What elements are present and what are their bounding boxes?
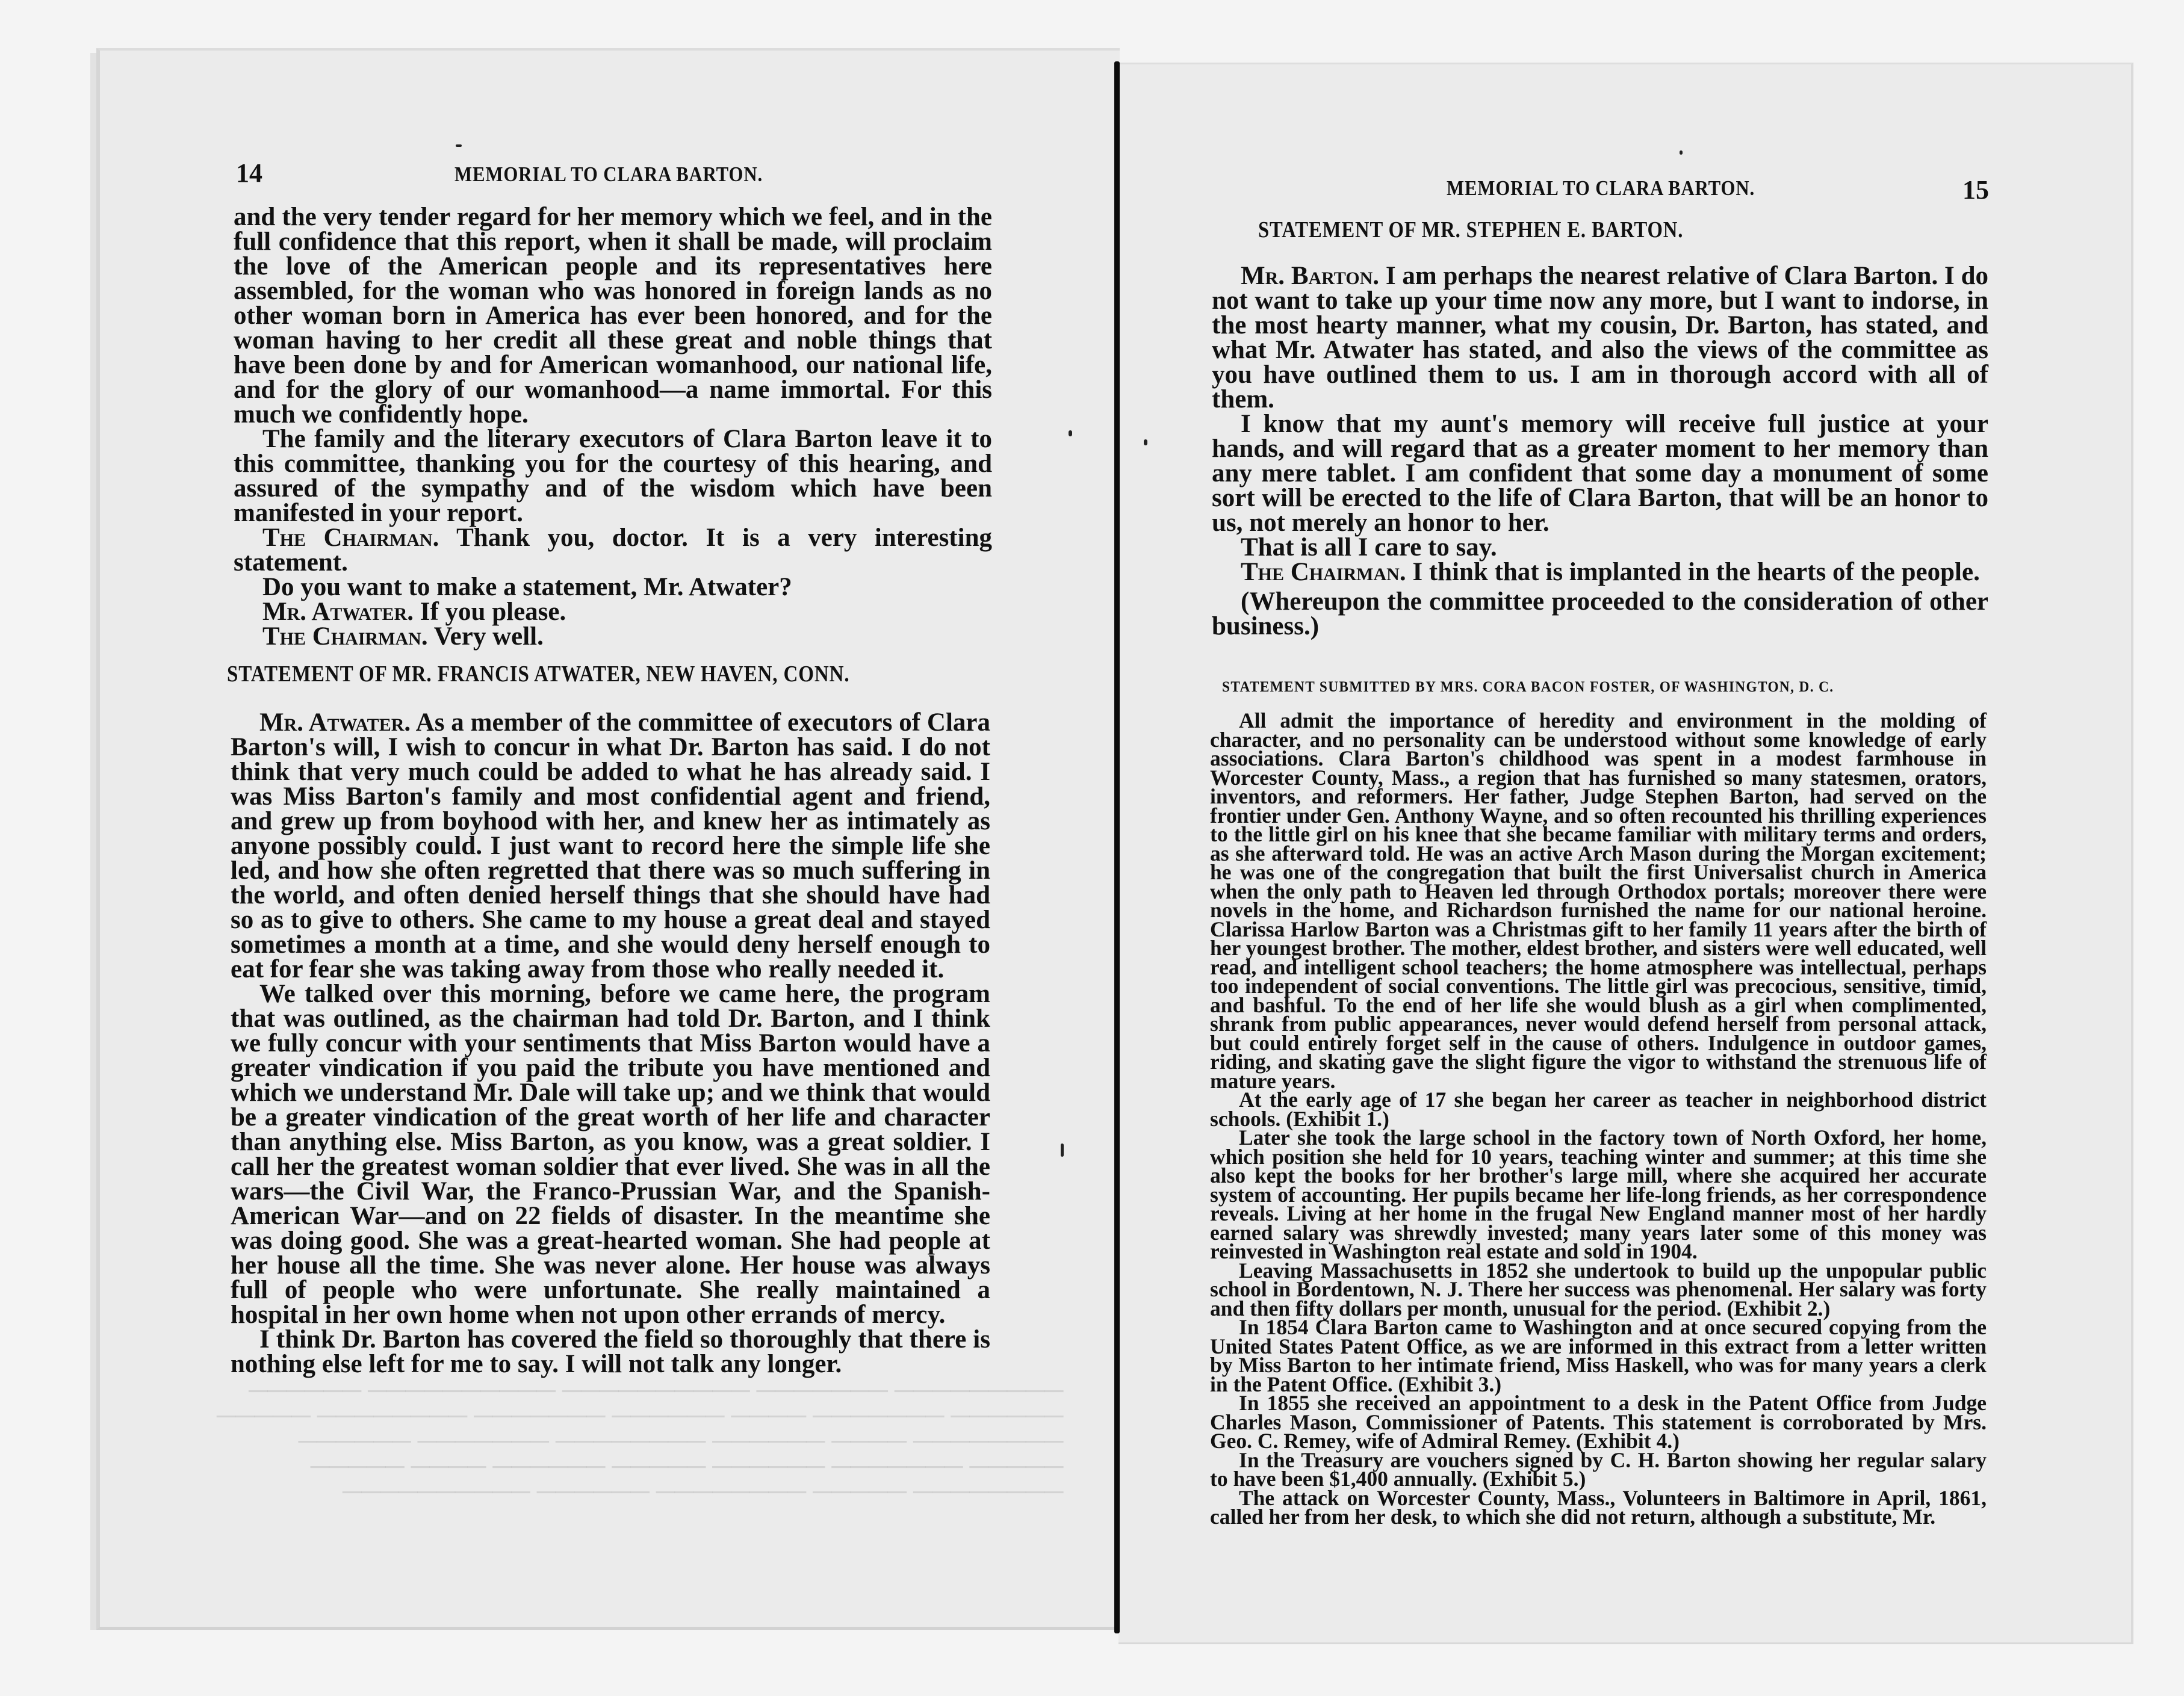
dialogue-line [234,525,992,575]
left-page-body [234,205,992,649]
speaker-label: Mr. Barton. [1241,262,1379,290]
statement-paragraph: All admit the importance of heredity and environment in the molding of character, and no personality can be understood without some knowledge of early associations. Clara Barton's childhood was spent in a modest farmhouse in Worcester County, Mass., a region that has furnished so many statesmen, orators, inventors, and reformers. Her father, Judge Stephen Barton, had served on the frontier under Gen. Anthony Wayne, and so often recounted his thrilling experiences to the little girl on his knee that she became familiar with military terms and orders, as she afterward told. He was an active Arch Mason during the Morgan excitement; he was one of the congregation that built the first Universalist church in America when the only path to Heaven led through Orthodox portals; moreover there were novels in the home, and Richardson furnished the name for our national heroine. Clarissa Harlow Barton was a Christmas gift to her family 11 years after the birth of her youngest brother. The mother, eldest brother, and sisters were well educated, well read, and intelligent school teachers; the home atmosphere was intellectual, perhaps too independent of social conventions. The little girl was precocious, sensitive, timid, and bashful. To the end of her life she would blush as a girl when complimented, shrank from public appearances, never would defend herself from personal attack, but could entirely forget self in the cause of others. Indulgence in outdoor games, riding, and skating gave the slight figure the vigor to withstand the strenuous life of mature years. [1210,708,1987,1093]
section-heading-barton: STATEMENT OF MR. STEPHEN E. BARTON. [1258,217,1684,243]
statement-paragraph: Leaving Massachusetts in 1852 she undertook to build up the unpopular public school in Bordentown, N. J. There her success was phenomenal. Her salary was forty and then fifty dollars per month, unusual for the period. (Exhibit 2.) [1210,1258,1987,1320]
page-number-left: 14 [236,158,262,188]
page-number-right: 15 [1962,175,1989,205]
speaker-label: The Chairman. [1241,558,1406,586]
statement-paragraph: Later she took the large school in the factory town of North Oxford, her home, which position she held for 10 years, teaching winter and summer; at this time she also kept the books for her brother's large mill, where she acquired her accurate system of accounting. Her pupils became her life-long friends, as her correspondence reveals. Living at her home in the frugal New England manner most of her hardly earned salary was shrewdly invested; many years later some of this money was reinvested in Washington real estate and sold in 1904. [1210,1125,1987,1263]
book-gutter [1114,61,1120,1633]
speaker-label: The Chairman. [262,622,428,651]
foster-statement [1210,708,1987,1529]
submitted-statement-heading: STATEMENT SUBMITTED BY MRS. CORA BACON FOSTER, OF WASHINGTON, D. C. [1222,679,1834,695]
speck-mark [1069,430,1072,436]
dialogue-line [234,599,992,624]
statement-paragraph: Mr. Atwater. As a member of the committee of executors of Clara Barton's will, I wish to concur in what Dr. Barton has said. I do not think that very much could be added to what he has already said. I was Miss Barton's family and most confidential agent and friend, and grew up from boyhood with her, and knew her as intimately as anyone possibly could. I just want to record here the simple life she led, and how she often regretted that there was so much suffering in the world, and often denied herself things that she should have had so as to give to others. She came to my house a great deal and stayed sometimes a month at a time, and she would deny herself enough to eat for fear she was taking away from those who really needed it. [231,708,990,983]
dialogue-text: Very well. [433,622,544,651]
continuation-paragraph: and the very tender regard for her memory which we feel, and in the full confidence that this report, when it shall be made, will proclaim the love of the American people and its representatives here assembled, for the woman who was honored in foreign lands as no other woman born in America has ever been honored, and for the woman having to her credit all these great and noble things that have been done by and for American womanhood, our national life, and for the glory of our womanhood—a name immortal. For this much we confidently hope. [234,203,992,429]
continuation-paragraph: The family and the literary executors of Clara Barton leave it to this committee, thanking you for the courtesy of this hearing, and assured of the sympathy and of the wisdom which have been manifested in your report. [234,425,992,527]
statement-paragraph: In the Treasury are vouchers signed by C. H. Barton showing her regular salary to have been $1,400 annually. (Exhibit 5.) [1210,1447,1987,1491]
speck-mark [456,144,462,147]
statement-paragraph: The attack on Worcester County, Mass., Volunteers in Baltimore in April, 1861, called her from her desk, to which she did not return, although a substitute, Mr. [1210,1485,1987,1529]
statement-paragraph: Mr. Barton. I am perhaps the nearest relative of Clara Barton. I do not want to take up your time now any more, but I want to indorse, in the most hearty manner, what my cousin, Dr. Barton, has stated, and what Mr. Atwater has stated, and also the views of the committee as you have outlined them to us. I am in thorough accord with all of them. [1212,262,1988,413]
adjournment-note: (Whereupon the committee proceeded to the consideration of other business.) [1212,587,1988,640]
atwater-statement [231,710,990,1376]
statement-paragraph: In 1854 Clara Barton came to Washington and at once secured copying from the United States Patent Office, as we are informed in this extract from a letter written by Miss Barton to her intimate friend, Miss Haskell, who was for many years a clerk in the Patent Office. (Exhibit 3.) [1210,1315,1987,1396]
statement-paragraph: That is all I care to say. [1241,533,1497,562]
dialogue-text: If you please. [420,598,566,626]
dialogue-line [234,624,992,649]
show-through-text: ───────── ─────── ────────── ────────── ────── ────── ─────── ──── ────── ─────── ──────── ───── ──────── ──── ────── ──────── ─────── ────── ───── ─────── ────── ───── ────── ──── ───── ──────── ───── ──────── ────── ────────── [217,1376,1064,1506]
speaker-label: Mr. Atwater. [262,598,414,626]
statement-paragraph: We talked over this morning, before we came here, the program that was outlined, as the chairman had told Dr. Barton, and I think we fully concur with your sentiments that Miss Barton would have a greater vindication if you paid the tribute you have mentioned and which we understand Mr. Dale will take up; and we think that would be a greater vindication of the great worth of her life and character than anything else. Miss Barton, as you know, was a great soldier. I call her the greatest woman soldier that ever lived. She was in all the wars—the Civil War, the Franco-Prussian War, and the Spanish-American War—and on 22 fields of disaster. In the meantime she was doing good. She was a great-hearted woman. She had people at her house all the time. She was never alone. Her house was always full of people who were unfortunate. She really maintained a hospital in her own home when not upon other errands of mercy. [231,980,990,1329]
speck-mark [1061,1144,1064,1157]
statement-paragraph: I think Dr. Barton has covered the field so thoroughly that there is nothing else left for me to say. I will not talk any longer. [231,1325,990,1378]
statement-paragraph: I know that my aunt's memory will receive full justice at your hands, and will regard that as a greater moment to her memory than any mere tablet. I am confident that some day a monument of some sort will be erected to the life of Clara Barton, that will be an honor to us, not merely an honor to her. [1212,410,1988,537]
barton-statement [1212,264,1988,639]
speck-mark [1144,439,1147,445]
running-head-right: MEMORIAL TO CLARA BARTON. [1447,176,1755,200]
dialogue-line: The Chairman. I think that is implanted in the hearts of the people. [1241,558,1980,586]
speaker-label: The Chairman. [262,524,439,552]
statement-paragraph: At the early age of 17 she began her career as teacher in neighborhood district schools. (Exhibit 1.) [1210,1088,1987,1131]
dialogue-text: Thank you, doctor. It is a very interesting statement. [234,524,992,577]
statement-paragraph: In 1855 she received an appointment to a desk in the Patent Office from Judge Charles Mason, Commissioner of Patents. This statement is corroborated by Mrs. Geo. C. Remey, wife of Admiral Remey. (Exhibit 4.) [1210,1391,1987,1453]
section-heading-atwater: STATEMENT OF MR. FRANCIS ATWATER, NEW HAVEN, CONN. [227,661,850,687]
dialogue-line [234,575,992,599]
speaker-label: Mr. Atwater. [259,708,411,737]
dialogue-text: Do you want to make a statement, Mr. Atwater? [262,573,792,601]
speck-mark [1680,150,1683,155]
running-head-left: MEMORIAL TO CLARA BARTON. [454,162,763,186]
